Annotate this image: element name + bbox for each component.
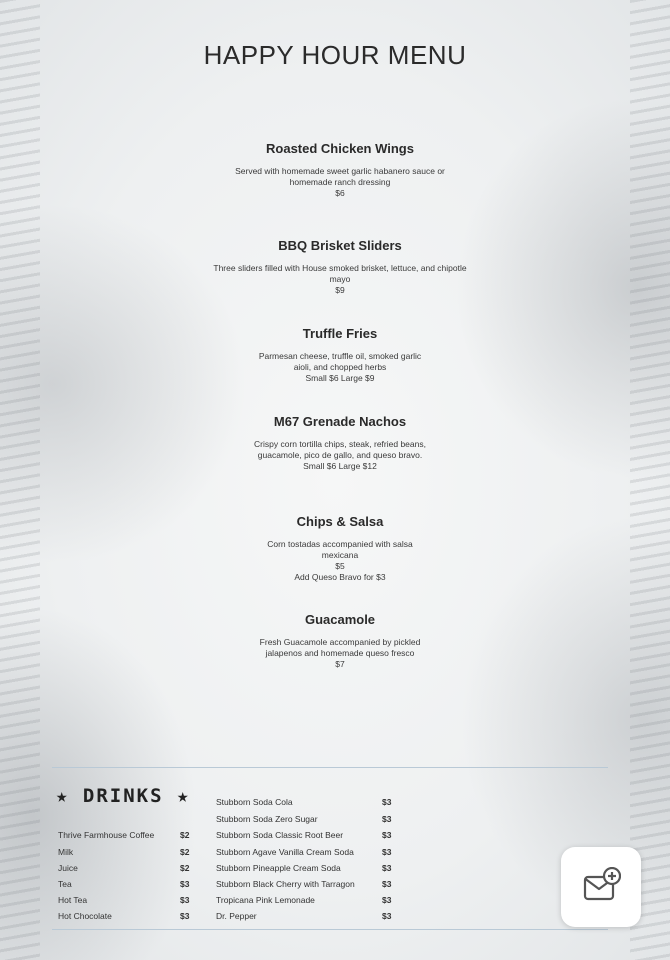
item-name: Chips & Salsa — [296, 514, 384, 529]
compose-mail-button[interactable] — [561, 847, 641, 927]
drink-price: $3 — [180, 879, 190, 889]
item-description — [170, 637, 510, 670]
item-name: BBQ Brisket Sliders — [278, 238, 402, 253]
item-name: Roasted Chicken Wings — [266, 141, 414, 156]
drink-price: $3 — [382, 879, 392, 889]
drink-name: Tropicana Pink Lemonade — [216, 895, 315, 905]
menu-item — [170, 238, 510, 296]
mail-add-icon — [583, 867, 621, 903]
drink-name: Milk — [58, 847, 74, 857]
item-desc-line: Fresh Guacamole accompanied by pickled jalapenos and homemade queso fresco — [259, 637, 421, 658]
item-desc-line: Corn tostadas accompanied with salsa mexicana — [267, 539, 413, 560]
drink-name: Stubborn Agave Vanilla Cream Soda — [216, 847, 354, 857]
drink-price: $3 — [382, 797, 392, 807]
item-desc-line: Crispy corn tortilla chips, steak, refried beans, guacamole, pico de gallo, and queso bravo. — [254, 439, 426, 460]
item-price: Small $6 Large $9 — [305, 373, 375, 383]
drink-price: $3 — [382, 847, 392, 857]
drink-name: Dr. Pepper — [216, 911, 257, 921]
drink-name: Thrive Farmhouse Coffee — [58, 830, 155, 840]
section-divider — [52, 929, 608, 930]
menu-item — [170, 514, 510, 583]
menu-item — [170, 141, 510, 199]
drink-name: Tea — [58, 879, 72, 889]
menu-title: HAPPY HOUR MENU — [203, 40, 467, 70]
item-price: $9 — [335, 285, 345, 295]
item-addon: Add Queso Bravo for $3 — [294, 572, 386, 582]
item-description — [170, 351, 510, 384]
item-description — [170, 539, 510, 583]
item-description — [170, 166, 510, 199]
item-description — [170, 263, 510, 296]
drink-name: Hot Chocolate — [58, 911, 112, 921]
item-desc-line: Served with homemade sweet garlic habanero sauce or homemade ranch dressing — [235, 166, 445, 187]
drink-price: $3 — [382, 863, 392, 873]
item-description — [170, 439, 510, 472]
drink-price: $2 — [180, 863, 190, 873]
drink-price: $3 — [180, 911, 190, 921]
drink-price: $3 — [180, 895, 190, 905]
section-divider — [52, 767, 608, 768]
drink-name: Stubborn Black Cherry with Tarragon — [216, 879, 355, 889]
item-name: Truffle Fries — [302, 326, 378, 341]
drink-price: $2 — [180, 830, 190, 840]
drink-name: Stubborn Soda Classic Root Beer — [216, 830, 344, 840]
drink-name: Stubborn Pineapple Cream Soda — [216, 863, 341, 873]
menu-item — [170, 326, 510, 384]
drink-name: Hot Tea — [58, 895, 88, 905]
drinks-title: ★ DRINKS ★ — [56, 785, 191, 807]
drink-name: Stubborn Soda Cola — [216, 797, 293, 807]
item-price: $6 — [335, 188, 345, 198]
drink-price: $3 — [382, 830, 392, 840]
map-border-right — [630, 0, 670, 960]
menu-item — [170, 414, 510, 472]
drink-price: $3 — [382, 814, 392, 824]
item-price: $5 — [335, 561, 345, 571]
drink-price: $3 — [382, 911, 392, 921]
menu-item — [170, 612, 510, 670]
item-name: M67 Grenade Nachos — [273, 414, 407, 429]
item-desc-line: Three sliders filled with House smoked brisket, lettuce, and chipotle mayo — [213, 263, 467, 284]
drink-price: $2 — [180, 847, 190, 857]
map-border-left — [0, 0, 40, 960]
drink-name: Stubborn Soda Zero Sugar — [216, 814, 318, 824]
item-name: Guacamole — [304, 612, 376, 627]
item-price: $7 — [335, 659, 345, 669]
drink-name: Juice — [58, 863, 78, 873]
drink-price: $3 — [382, 895, 392, 905]
item-desc-line: Parmesan cheese, truffle oil, smoked garlic aioli, and chopped herbs — [258, 351, 422, 372]
item-price: Small $6 Large $12 — [303, 461, 377, 471]
